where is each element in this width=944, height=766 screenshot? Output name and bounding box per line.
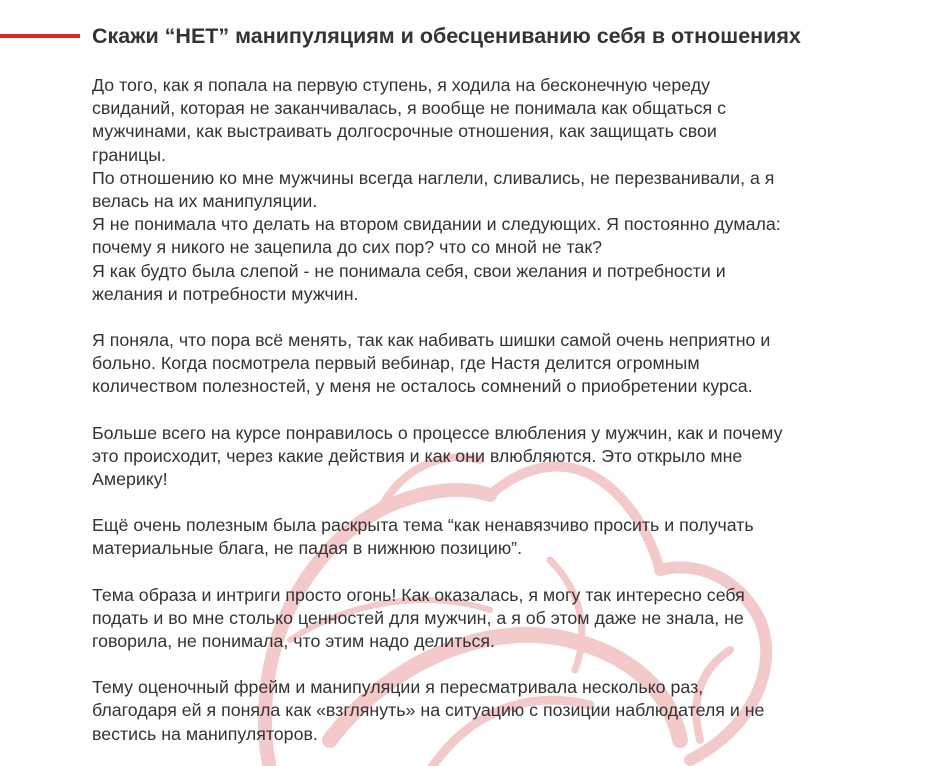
text-line: границы. — [92, 144, 166, 165]
text-line: Америку! — [92, 469, 168, 490]
testimonial-body — [92, 74, 892, 766]
text-line: Больше всего на курсе понравилось о процессе влюбления у мужчин, как и почему — [92, 422, 783, 443]
text-line: материальные блага, не падая в нижнюю позицию”. — [92, 538, 523, 559]
text-line: говорила, не понимала, что этим надо делиться. — [92, 631, 495, 652]
text-line: До того, как я попала на первую ступень, я ходила на бесконечную череду — [92, 75, 710, 95]
paragraph — [92, 676, 892, 746]
text-line: подать и во мне столько ценностей для мужчин, а я об этом даже не знала, не — [92, 607, 744, 628]
text-line: Я поняла, что пора всё менять, так как набивать шишки самой очень неприятно и — [92, 330, 771, 351]
text-line: велась на их манипуляции. — [92, 191, 318, 212]
paragraph — [92, 422, 892, 492]
text-line: мужчинами, как выстраивать долгосрочные отношения, как защищать свои — [92, 121, 717, 142]
text-line: это происходит, через какие действия и как они влюбляются. Это открыло мне — [92, 445, 743, 466]
paragraph — [92, 74, 892, 306]
text-line: Тема образа и интриги просто огонь! Как оказалась, я могу так интересно себя — [92, 584, 745, 605]
text-line: Я не понимала что делать на втором свидании и следующих. Я постоянно думала: — [92, 214, 781, 235]
text-line: благодаря ей я поняла как «взглянуть» на ситуацию с позиции наблюдателя и не — [92, 700, 765, 721]
text-line: вестись на манипуляторов. — [92, 723, 318, 744]
paragraph — [92, 514, 892, 560]
text-line: Ещё очень полезным была раскрыта тема “как ненавязчиво просить и получать — [92, 515, 754, 536]
page-title: Скажи “НЕТ” манипуляциям и обесцениванию себя в отношениях — [92, 24, 801, 48]
text-line: почему я никого не зацепила до сих пор? что со мной не так? — [92, 237, 602, 258]
text-line: свиданий, которая не заканчивалась, я вообще не понимала как общаться с — [92, 98, 726, 119]
text-line: желания и потребности мужчин. — [92, 283, 359, 304]
text-line: Тему оценочный фрейм и манипуляции я пересматривала несколько раз, — [92, 677, 704, 698]
text-line: По отношению ко мне мужчины всегда наглели, сливались, не перезванивали, а я — [92, 167, 775, 188]
text-line: количеством полезностей, у меня не осталось сомнений о приобретении курса. — [92, 376, 753, 397]
text-line: больно. Когда посмотрела первый вебинар, где Настя делится огромным — [92, 353, 700, 374]
paragraph — [92, 329, 892, 399]
title-accent-line — [0, 34, 80, 38]
paragraph — [92, 584, 892, 654]
text-line: Я как будто была слепой - не понимала себя, свои желания и потребности и — [92, 260, 726, 281]
